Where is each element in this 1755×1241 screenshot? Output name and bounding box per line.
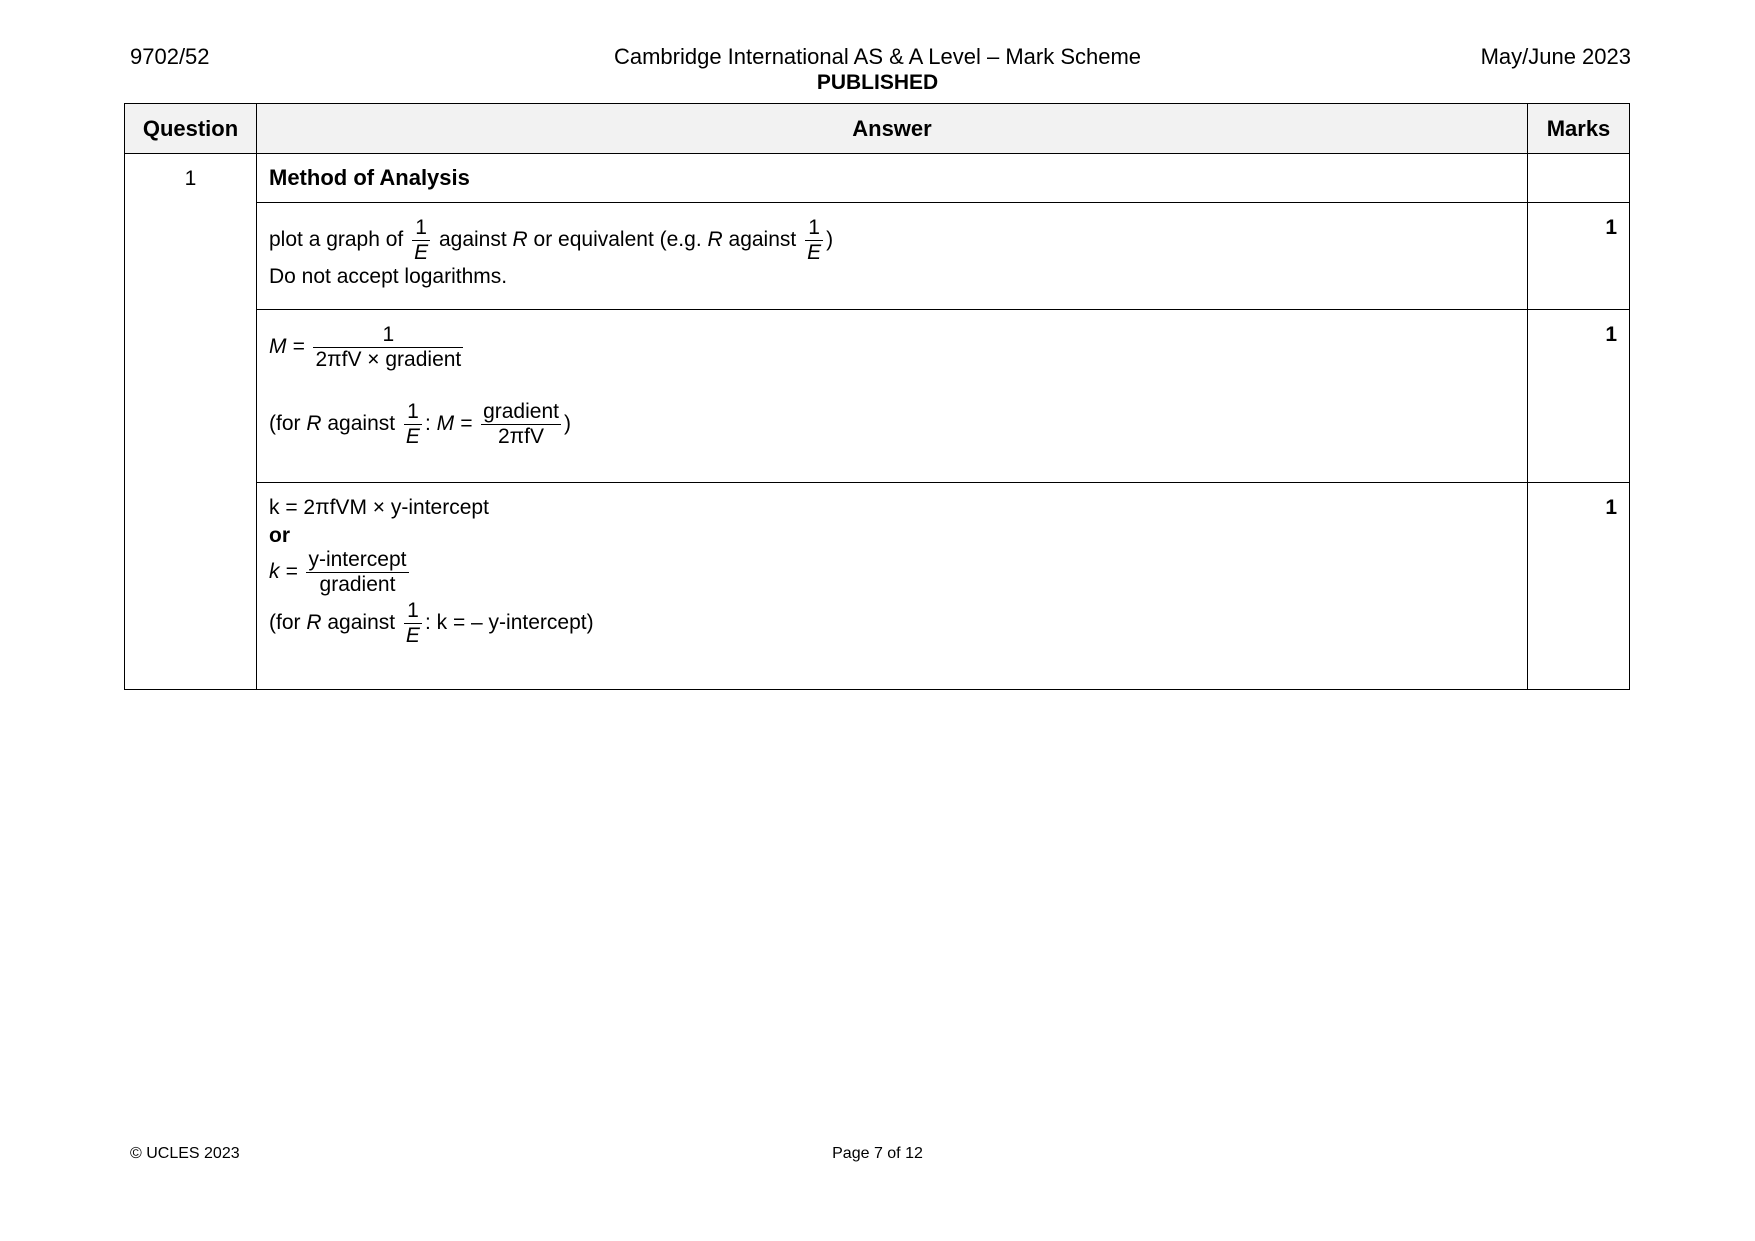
- marks-value: 1: [1528, 203, 1630, 310]
- fraction-numerator: gradient: [481, 400, 561, 425]
- variable-r: R: [306, 611, 322, 635]
- answer-text: :: [424, 412, 431, 436]
- exam-session: May/June 2023: [1480, 44, 1631, 69]
- fraction-gradient-over-2pifv: [481, 400, 561, 449]
- fraction-denominator: E: [414, 241, 429, 265]
- answer-text: plot a graph of: [269, 228, 404, 252]
- fraction-one-over-e: [805, 216, 823, 265]
- marks-cell-empty: [1528, 154, 1630, 203]
- mark-scheme-table: [124, 103, 1630, 690]
- answer-text: ): [563, 412, 571, 436]
- fraction-one-over-e: [404, 400, 422, 449]
- fraction-one-over-e: [412, 216, 430, 265]
- fraction-m: [313, 323, 463, 372]
- answer-text: : k = – y-intercept): [424, 611, 594, 635]
- answer-m-formula: [257, 310, 1528, 483]
- paper-code: 9702/52: [130, 44, 210, 69]
- marks-value: 1: [1528, 483, 1630, 690]
- k-alternative: [269, 597, 1515, 648]
- column-header-answer: Answer: [257, 104, 1528, 154]
- table-row: [125, 310, 1630, 483]
- answer-text: (for: [269, 611, 301, 635]
- answer-text: against: [327, 611, 396, 635]
- answer-text: against: [438, 228, 507, 252]
- page-number: Page 7 of 12: [832, 1145, 923, 1162]
- no-logarithms-note: Do not accept logarithms.: [269, 265, 508, 289]
- table-row: [125, 203, 1630, 310]
- k-equation-2: [269, 548, 1515, 597]
- column-header-question: Question: [125, 104, 257, 154]
- table-row: [125, 154, 1630, 203]
- answer-plot-graph: [257, 203, 1528, 310]
- document-title: Cambridge International AS & A Level – Mark Scheme: [613, 44, 1142, 69]
- answer-text: ): [826, 228, 834, 252]
- answer-text: against: [327, 412, 396, 436]
- fraction-numerator: 1: [404, 599, 422, 624]
- or-label: or: [269, 524, 290, 547]
- m-alternative: [269, 372, 1515, 449]
- table-row: [125, 483, 1630, 690]
- fraction-denominator: gradient: [319, 573, 396, 597]
- m-equation: [269, 310, 1515, 372]
- equation-lhs: M =: [436, 412, 473, 436]
- fraction-one-over-e: [404, 599, 422, 648]
- table-header-row: [125, 104, 1630, 154]
- marks-value: 1: [1528, 310, 1630, 483]
- answer-text: against: [728, 228, 797, 252]
- plot-instruction: [269, 203, 1515, 265]
- fraction-denominator: 2πfV × gradient: [315, 348, 462, 372]
- k-equation-1: k = 2πfVM × y-intercept: [269, 496, 489, 519]
- column-header-marks: Marks: [1528, 104, 1630, 154]
- fraction-intercept-over-gradient: [306, 548, 408, 597]
- published-label: PUBLISHED: [816, 71, 939, 94]
- equation-lhs: M =: [269, 335, 305, 359]
- question-number: 1: [125, 154, 257, 690]
- variable-r: R: [707, 228, 723, 252]
- fraction-numerator: y-intercept: [306, 548, 408, 573]
- variable-r: R: [306, 412, 322, 436]
- fraction-denominator: E: [405, 425, 420, 449]
- equation-lhs: k =: [269, 560, 298, 584]
- fraction-numerator: 1: [313, 323, 463, 348]
- answer-k-formula: [257, 483, 1528, 690]
- fraction-denominator: E: [405, 624, 420, 648]
- fraction-numerator: 1: [404, 400, 422, 425]
- answer-text: (for: [269, 412, 301, 436]
- answer-text: or equivalent (e.g.: [533, 228, 702, 252]
- fraction-denominator: 2πfV: [498, 425, 545, 449]
- fraction-denominator: E: [807, 241, 822, 265]
- fraction-numerator: 1: [412, 216, 430, 241]
- fraction-numerator: 1: [805, 216, 823, 241]
- variable-r: R: [512, 228, 528, 252]
- copyright-notice: © UCLES 2023: [130, 1145, 240, 1162]
- method-heading: Method of Analysis: [257, 154, 1528, 203]
